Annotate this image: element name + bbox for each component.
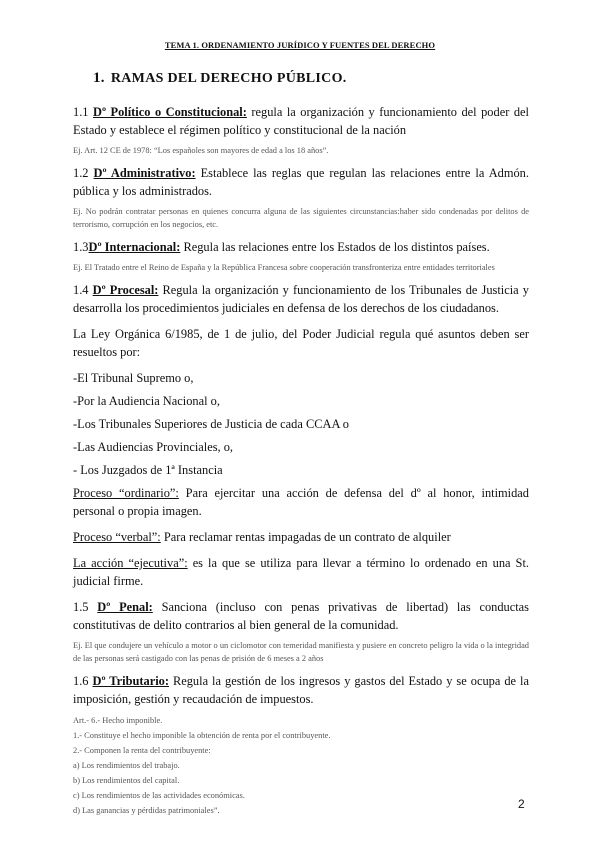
page-content — [73, 70, 529, 818]
process-text: Para ejercitar una acción de defensa del dº al honor, intimidad personal o propia imagen. — [73, 486, 529, 518]
subsection-term: Dº Político o Constitucional: — [93, 105, 247, 119]
subsection-number: 1.1 — [73, 105, 89, 119]
tax-article-line: d) Las ganancias y pérdidas patrimoniales”. — [73, 806, 220, 815]
court-list-item: -Las Audiencias Provinciales, o, — [73, 440, 234, 454]
subsection-term: Dº Internacional: — [88, 240, 181, 254]
example-1-5: Ej. El que condujere un vehículo a motor o un ciclomotor con temeridad manifiesta y pusiere en concreto peligro la vida o la integridad de las personas será castigado con las penas de prisión de 6 meses a 2 años — [73, 641, 529, 663]
example-1-1: Ej. Art. 12 CE de 1978: “Los españoles son mayores de edad a los 18 años”. — [73, 146, 329, 155]
subsection-number: 1.5 — [73, 600, 89, 614]
subsection-text: Regula la gestión de los ingresos y gastos del Estado y se ocupa de la imposición, gestión y recaudación de impuestos. — [73, 674, 529, 706]
subsection-1-4 — [73, 281, 529, 317]
tax-article-line: Art.- 6.- Hecho imponible. — [73, 716, 163, 725]
section-title: RAMAS DEL DERECHO PÚBLICO. — [110, 71, 347, 86]
process-text: Para reclamar rentas impagadas de un contrato de alquiler — [163, 530, 451, 544]
page-number: 2 — [518, 797, 525, 811]
subsection-text: Establece las reglas que regulan las relaciones entre la Admón. pública y los administrados. — [73, 166, 529, 198]
subsection-1-2 — [73, 164, 529, 200]
process-label: La acción “ejecutiva”: — [73, 556, 188, 570]
subsection-text: Regula las relaciones entre los Estados de los distintos países. — [183, 240, 490, 254]
process-label: Proceso “verbal”: — [73, 530, 161, 544]
subsection-text: regula la organización y funcionamiento del poder del Estado y establece el régimen político y constitucional de la nación — [73, 105, 529, 137]
tax-article-line: 1.- Constituye el hecho imponible la obtención de renta por el contribuyente. — [73, 731, 331, 740]
process-text: es la que se utiliza para llevar a término lo ordenado en una St. judicial firme. — [73, 556, 529, 588]
process-ordinary — [73, 484, 529, 520]
process-label: Proceso “ordinario”: — [73, 486, 179, 500]
subsection-term: Dº Administrativo: — [93, 166, 196, 180]
subsection-number: 1.2 — [73, 166, 89, 180]
court-list-item: -Por la Audiencia Nacional o, — [73, 394, 220, 408]
section-heading — [93, 70, 529, 87]
subsection-1-1 — [73, 103, 529, 139]
subsection-number: 1.4 — [73, 283, 89, 297]
tax-article-line: c) Los rendimientos de las actividades económicas. — [73, 791, 245, 800]
subsection-number: 1.3 — [73, 240, 89, 254]
law-paragraph: La Ley Orgánica 6/1985, de 1 de julio, del Poder Judicial regula qué asuntos deben ser resueltos por: — [73, 327, 529, 359]
subsection-text: Regula la organización y funcionamiento de los Tribunales de Justicia y desarrolla los procedimientos judiciales en defensa de los derechos de los ciudadanos. — [73, 283, 529, 315]
tax-article-line: a) Los rendimientos del trabajo. — [73, 761, 180, 770]
subsection-number: 1.6 — [73, 674, 89, 688]
page-header: TEMA 1. ORDENAMIENTO JURÍDICO Y FUENTES DEL DERECHO — [164, 40, 436, 50]
example-1-2: Ej. No podrán contratar personas en quienes concurra alguna de las siguientes circunstancias:haber sido condenadas por delitos de terrorismo, corrupción en los negocios, etc. — [73, 207, 529, 229]
tax-article-line: 2.- Componen la renta del contribuyente: — [73, 746, 211, 755]
subsection-1-5 — [73, 598, 529, 634]
section-number: 1. — [93, 70, 105, 86]
subsection-term: Dº Procesal: — [92, 283, 159, 297]
court-list-item: - Los Juzgados de 1ª Instancia — [73, 463, 223, 477]
subsection-term: Dº Tributario: — [92, 674, 169, 688]
process-verbal — [73, 528, 529, 546]
subsection-1-6 — [73, 672, 529, 708]
subsection-term: Dº Penal: — [97, 600, 153, 614]
court-list-item: -Los Tribunales Superiores de Justicia de cada CCAA o — [73, 417, 349, 431]
subsection-text: Sanciona (incluso con penas privativas de libertad) las conductas constitutivas de delito contrarios al bien general de la comunidad. — [73, 600, 529, 632]
example-1-3: Ej. El Tratado entre el Reino de España y la República Francesa sobre cooperación transfronteriza entre entidades territoriales — [73, 263, 495, 272]
process-executive — [73, 554, 529, 590]
court-list-item: -El Tribunal Supremo o, — [73, 371, 194, 385]
tax-article-line: b) Los rendimientos del capital. — [73, 776, 180, 785]
subsection-1-3 — [73, 238, 529, 256]
